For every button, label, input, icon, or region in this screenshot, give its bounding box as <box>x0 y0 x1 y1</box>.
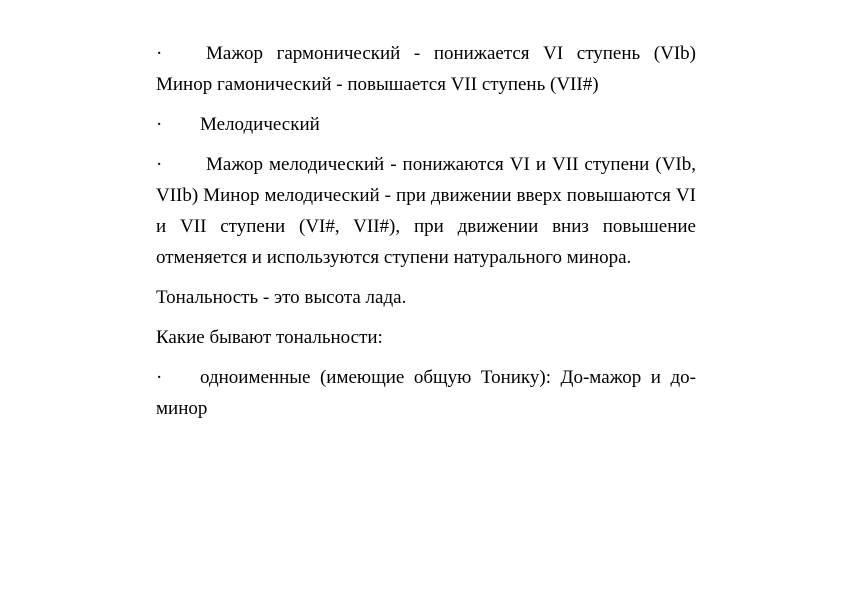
paragraph-text: Мелодический <box>200 114 320 135</box>
paragraph-melodic-heading <box>156 109 696 140</box>
paragraph-text: Тональность - это высота лада. <box>156 287 407 308</box>
paragraph-tonality-question <box>156 322 696 353</box>
paragraph-text: Мажор мелодический - понижаются VI и VII ступени (VIb, VIIb) Минор мелодический - при движении вверх повышаются VI и VII ступени (VI#, VII#), при движении вниз повышение отменяется и используются ступени натурального минора. <box>156 154 696 268</box>
bullet-dot: · <box>156 114 163 135</box>
bullet-dot: · <box>156 367 163 388</box>
paragraph-tonality-definition <box>156 282 696 313</box>
paragraph-melodic-modes <box>156 149 696 273</box>
bullet-dot: · <box>156 154 163 175</box>
paragraph-parallel-keys <box>156 362 696 424</box>
paragraph-text: одноименные (имеющие общую Тонику): До-мажор и до-минор <box>156 367 696 419</box>
paragraph-harmonic-modes <box>156 38 696 100</box>
document-page <box>156 38 696 433</box>
bullet-dot: · <box>156 43 163 64</box>
paragraph-text: Какие бывают тональности: <box>156 327 383 348</box>
paragraph-text: Мажор гармонический - понижается VI ступень (VIb) Минор гамонический - повышается VII ступень (VII#) <box>156 43 696 95</box>
